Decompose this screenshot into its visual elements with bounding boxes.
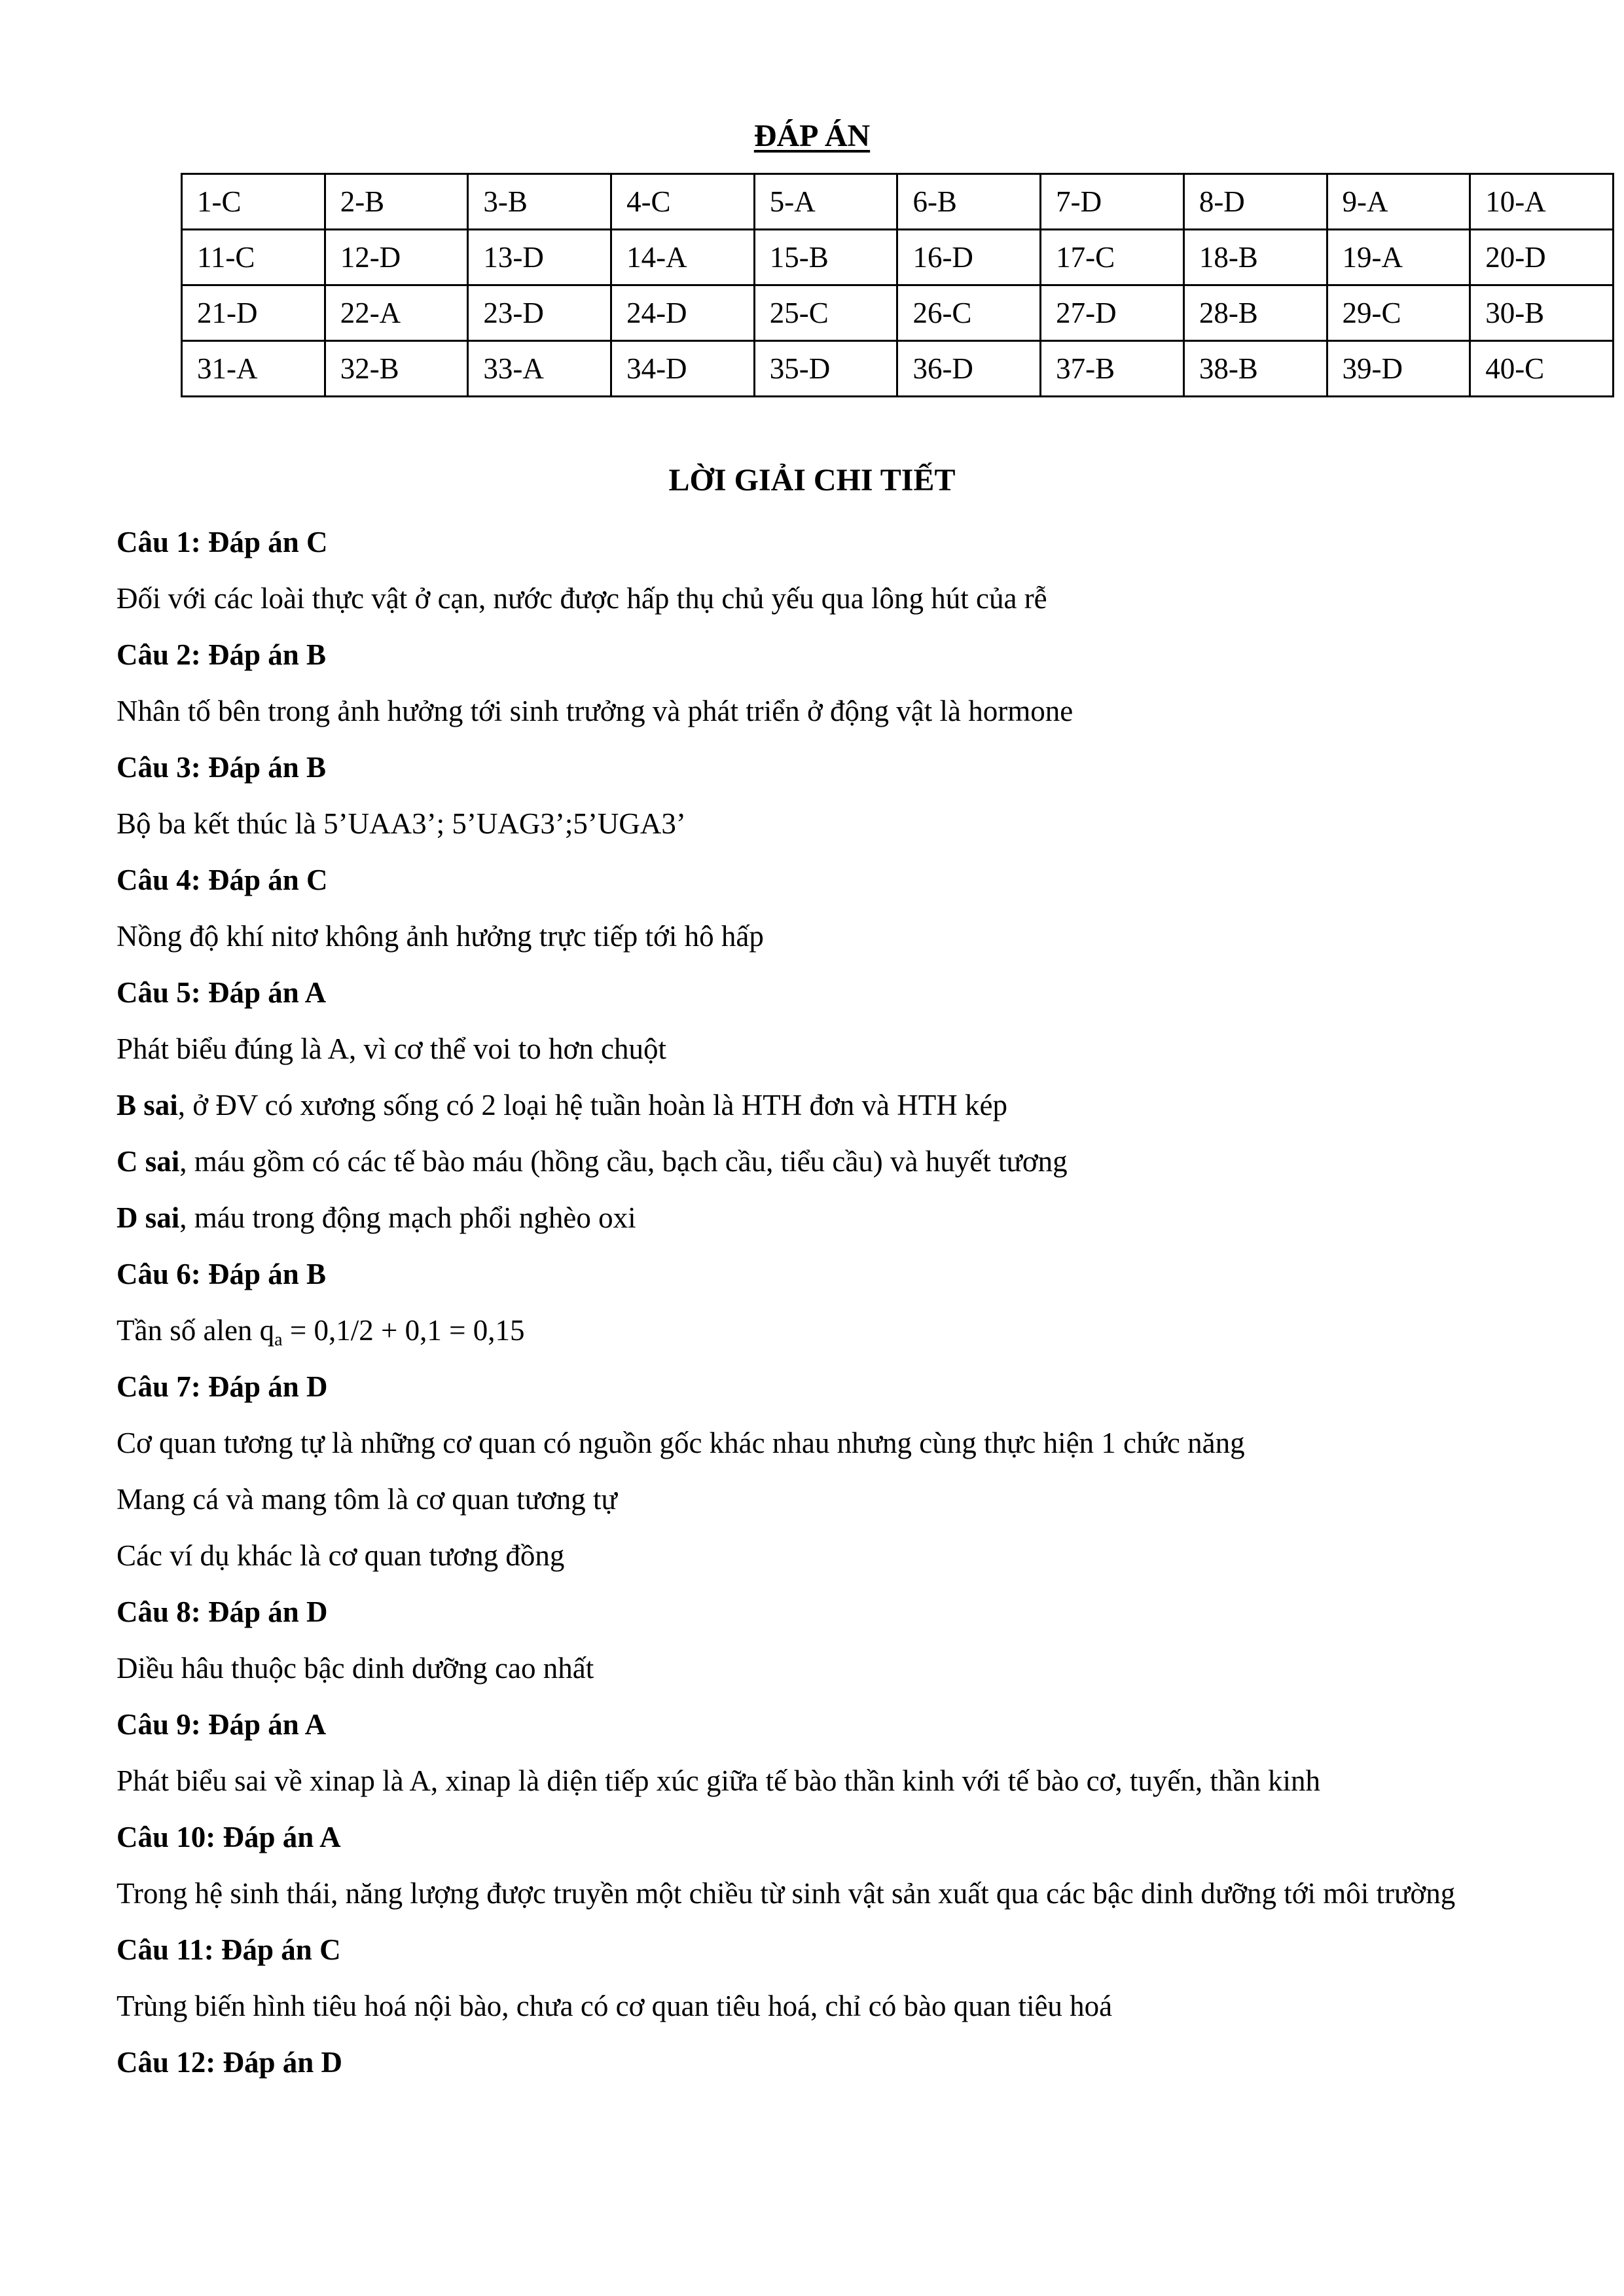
question-heading: Câu 12: Đáp án D xyxy=(117,2046,343,2079)
answer-key-row xyxy=(182,230,1614,285)
option-b-explanation xyxy=(117,1077,1517,1133)
answer-key-cell: 20-D xyxy=(1470,230,1614,285)
answer-explanation: Các ví dụ khác là cơ quan tương đồng xyxy=(117,1539,565,1572)
answer-explanation: Phát biểu sai về xinap là A, xinap là diện tiếp xúc giữa tế bào thần kinh với tế bào cơ, tuyến, thần kinh xyxy=(117,1764,1321,1797)
answer-key-cell: 14-A xyxy=(611,230,755,285)
answer-key-cell: 32-B xyxy=(325,341,468,397)
question-heading: Câu 5: Đáp án A xyxy=(117,976,327,1009)
answer-key-cell: 27-D xyxy=(1041,285,1184,341)
answer-key-cell: 5-A xyxy=(754,174,897,230)
answer-key-cell: 26-C xyxy=(897,285,1041,341)
answer-explanation: Cơ quan tương tự là những cơ quan có nguồn gốc khác nhau nhưng cùng thực hiện 1 chức năng xyxy=(117,1427,1245,1459)
option-d-label: D sai xyxy=(117,1201,180,1234)
answer-key-cell: 37-B xyxy=(1041,341,1184,397)
answer-key-cell: 16-D xyxy=(897,230,1041,285)
answer-key-cell: 7-D xyxy=(1041,174,1184,230)
answer-key-cell: 18-B xyxy=(1183,230,1327,285)
answer-explanation xyxy=(117,1302,1517,1358)
answer-explanation: Diều hâu thuộc bậc dinh dưỡng cao nhất xyxy=(117,1652,594,1685)
option-c-text: , máu gồm có các tế bào máu (hồng cầu, bạch cầu, tiểu cầu) và huyết tương xyxy=(179,1145,1068,1178)
question-heading: Câu 3: Đáp án B xyxy=(117,751,327,784)
allele-frequency-label: Tần số alen q xyxy=(117,1314,275,1347)
question-heading: Câu 8: Đáp án D xyxy=(117,1595,328,1628)
answer-explanation: Phát biểu đúng là A, vì cơ thể voi to hơn chuột xyxy=(117,1032,666,1065)
answer-key-cell: 25-C xyxy=(754,285,897,341)
question-heading: Câu 2: Đáp án B xyxy=(117,638,327,671)
option-c-label: C sai xyxy=(117,1145,180,1178)
answer-key-cell: 30-B xyxy=(1470,285,1614,341)
answer-key-row xyxy=(182,285,1614,341)
answer-key-cell: 13-D xyxy=(468,230,611,285)
answer-key-cell: 24-D xyxy=(611,285,755,341)
option-d-text: , máu trong động mạch phổi nghèo oxi xyxy=(179,1201,636,1234)
answer-key-cell: 40-C xyxy=(1470,341,1614,397)
answer-key-cell: 33-A xyxy=(468,341,611,397)
answer-key-cell: 1-C xyxy=(182,174,325,230)
answer-key-cell: 36-D xyxy=(897,341,1041,397)
answer-key-row xyxy=(182,174,1614,230)
question-heading: Câu 6: Đáp án B xyxy=(117,1258,327,1290)
answer-explanation: Nhân tố bên trong ảnh hưởng tới sinh trưởng và phát triển ở động vật là hormone xyxy=(117,695,1074,727)
option-c-explanation xyxy=(117,1133,1517,1190)
answer-key-cell: 8-D xyxy=(1183,174,1327,230)
solutions-title: LỜI GIẢI CHI TIẾT xyxy=(668,463,956,498)
question-heading: Câu 4: Đáp án C xyxy=(117,864,328,896)
answer-key-cell: 17-C xyxy=(1041,230,1184,285)
answer-key-cell: 15-B xyxy=(754,230,897,285)
answer-key-cell: 34-D xyxy=(611,341,755,397)
question-heading: Câu 11: Đáp án C xyxy=(117,1933,341,1966)
answer-explanation: Bộ ba kết thúc là 5’UAA3’; 5’UAG3’;5’UGA3’ xyxy=(117,807,686,840)
answer-key-row xyxy=(182,341,1614,397)
answer-key-cell: 23-D xyxy=(468,285,611,341)
answer-key-cell: 31-A xyxy=(182,341,325,397)
question-heading: Câu 9: Đáp án A xyxy=(117,1708,327,1741)
answer-key-cell: 29-C xyxy=(1327,285,1470,341)
answer-key-cell: 11-C xyxy=(182,230,325,285)
question-heading: Câu 7: Đáp án D xyxy=(117,1370,328,1403)
answer-explanation: Nồng độ khí nitơ không ảnh hưởng trực tiếp tới hô hấp xyxy=(117,920,764,953)
answer-key-cell: 22-A xyxy=(325,285,468,341)
option-d-explanation xyxy=(117,1190,1517,1246)
answer-key-cell: 10-A xyxy=(1470,174,1614,230)
answer-key-cell: 35-D xyxy=(754,341,897,397)
answer-key-cell: 28-B xyxy=(1183,285,1327,341)
question-heading: Câu 10: Đáp án A xyxy=(117,1821,341,1853)
answer-key-cell: 3-B xyxy=(468,174,611,230)
answer-key-cell: 4-C xyxy=(611,174,755,230)
option-b-text: , ở ĐV có xương sống có 2 loại hệ tuần hoàn là HTH đơn và HTH kép xyxy=(177,1089,1007,1121)
answer-key-cell: 6-B xyxy=(897,174,1041,230)
answer-key-cell: 2-B xyxy=(325,174,468,230)
solutions-body xyxy=(117,514,1517,2090)
answer-key-title: ĐÁP ÁN xyxy=(753,118,871,153)
answer-key-cell: 9-A xyxy=(1327,174,1470,230)
answer-key-cell: 12-D xyxy=(325,230,468,285)
answer-explanation: Trùng biến hình tiêu hoá nội bào, chưa có cơ quan tiêu hoá, chỉ có bào quan tiêu hoá xyxy=(117,1990,1113,2022)
answer-key-cell: 21-D xyxy=(182,285,325,341)
answer-explanation: Trong hệ sinh thái, năng lượng được truyền một chiều từ sinh vật sản xuất qua các bậc dinh dưỡng tới môi trường xyxy=(117,1877,1456,1910)
allele-subscript: a xyxy=(274,1330,283,1350)
answer-key-table xyxy=(181,173,1614,397)
question-heading: Câu 1: Đáp án C xyxy=(117,526,328,558)
allele-frequency-formula: = 0,1/2 + 0,1 = 0,15 xyxy=(282,1314,525,1347)
answer-key-cell: 19-A xyxy=(1327,230,1470,285)
answer-explanation: Mang cá và mang tôm là cơ quan tương tự xyxy=(117,1483,617,1516)
option-b-label: B sai xyxy=(117,1089,178,1121)
answer-explanation: Đối với các loài thực vật ở cạn, nước được hấp thụ chủ yếu qua lông hút của rễ xyxy=(117,582,1047,615)
answer-key-cell: 38-B xyxy=(1183,341,1327,397)
answer-key-cell: 39-D xyxy=(1327,341,1470,397)
